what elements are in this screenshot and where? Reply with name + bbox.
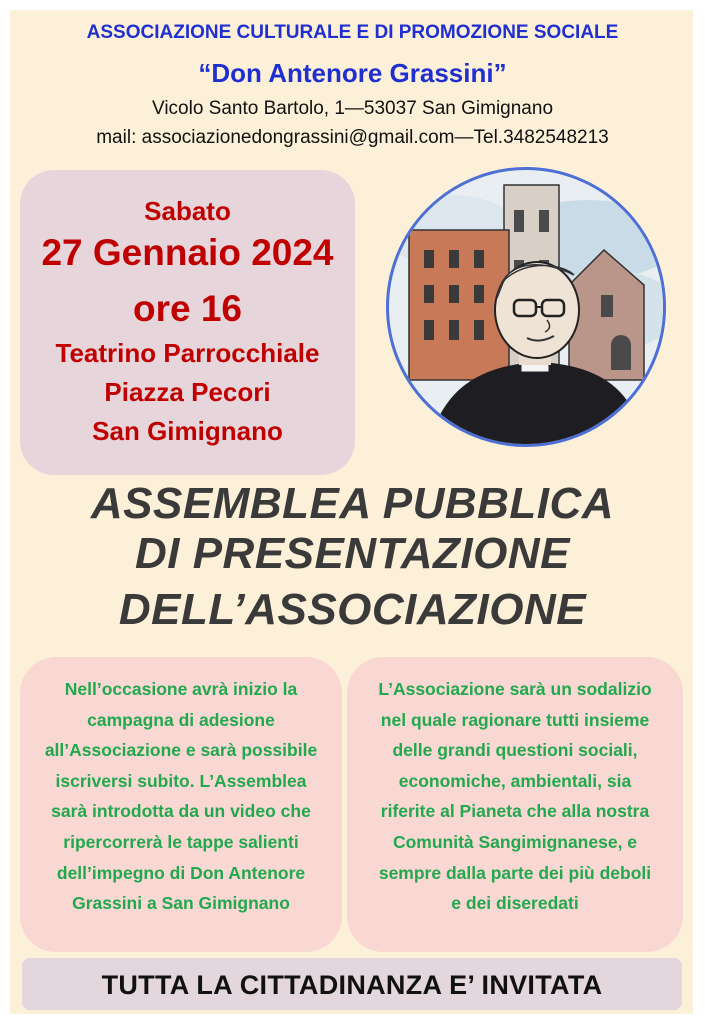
text-line: delle grandi questioni sociali, — [392, 740, 638, 761]
text-line: sarà introdotta da un video che — [51, 801, 311, 822]
priest-portrait-icon — [386, 167, 666, 447]
text-line: e dei diseredati — [451, 893, 579, 914]
event-city: San Gimignano — [92, 416, 283, 446]
event-square: Piazza Pecori — [104, 377, 271, 407]
text-line: sempre dalla parte dei più deboli — [378, 862, 652, 883]
membership-info-box — [20, 657, 342, 952]
text-line: nel quale ragionare tutti insieme — [380, 709, 650, 730]
contacts: mail: associazionedongrassini@gmail.com—Tel.3482548213 — [96, 127, 609, 148]
text-line: dell’impegno di Don Antenore — [56, 862, 306, 883]
text-line: L’Associazione sarà un sodalizio — [378, 679, 652, 699]
event-date: 27 Gennaio 2024 — [41, 232, 334, 273]
title-line-1: ASSEMBLEA PUBBLICA — [90, 479, 615, 528]
text-line: ripercorrerà le tappe salienti — [63, 831, 299, 852]
invitation-text: TUTTA LA CITTADINANZA E’ INVITATA — [101, 970, 603, 1000]
address: Vicolo Santo Bartolo, 1—53037 San Gimignano — [151, 98, 554, 119]
association-purpose-box — [347, 657, 683, 952]
organization-type: ASSOCIAZIONE CULTURALE E DI PROMOZIONE SOCIALE — [86, 22, 619, 43]
title-line-2: DI PRESENTAZIONE — [134, 529, 570, 578]
invitation-banner — [22, 958, 682, 1010]
title-line-3: DELL’ASSOCIAZIONE — [118, 585, 587, 634]
text-line: riferite al Pianeta che alla nostra — [380, 801, 650, 822]
text-line: campagna di adesione — [87, 709, 275, 730]
event-time: ore 16 — [132, 288, 242, 329]
event-day: Sabato — [144, 196, 231, 226]
text-line: Grassini a San Gimignano — [72, 893, 290, 914]
text-line: Nell’occasione avrà inizio la — [64, 679, 298, 699]
text-line: Comunità Sangimignanese, e — [392, 831, 638, 852]
text-line: iscriversi subito. L’Assemblea — [55, 770, 307, 791]
event-venue: Teatrino Parrocchiale — [55, 338, 320, 368]
text-line: economiche, ambientali, sia — [398, 770, 632, 791]
text-line: all’Associazione e sarà possibile — [44, 740, 318, 761]
event-details-box — [20, 170, 355, 475]
association-name: “Don Antenore Grassini” — [198, 58, 507, 88]
